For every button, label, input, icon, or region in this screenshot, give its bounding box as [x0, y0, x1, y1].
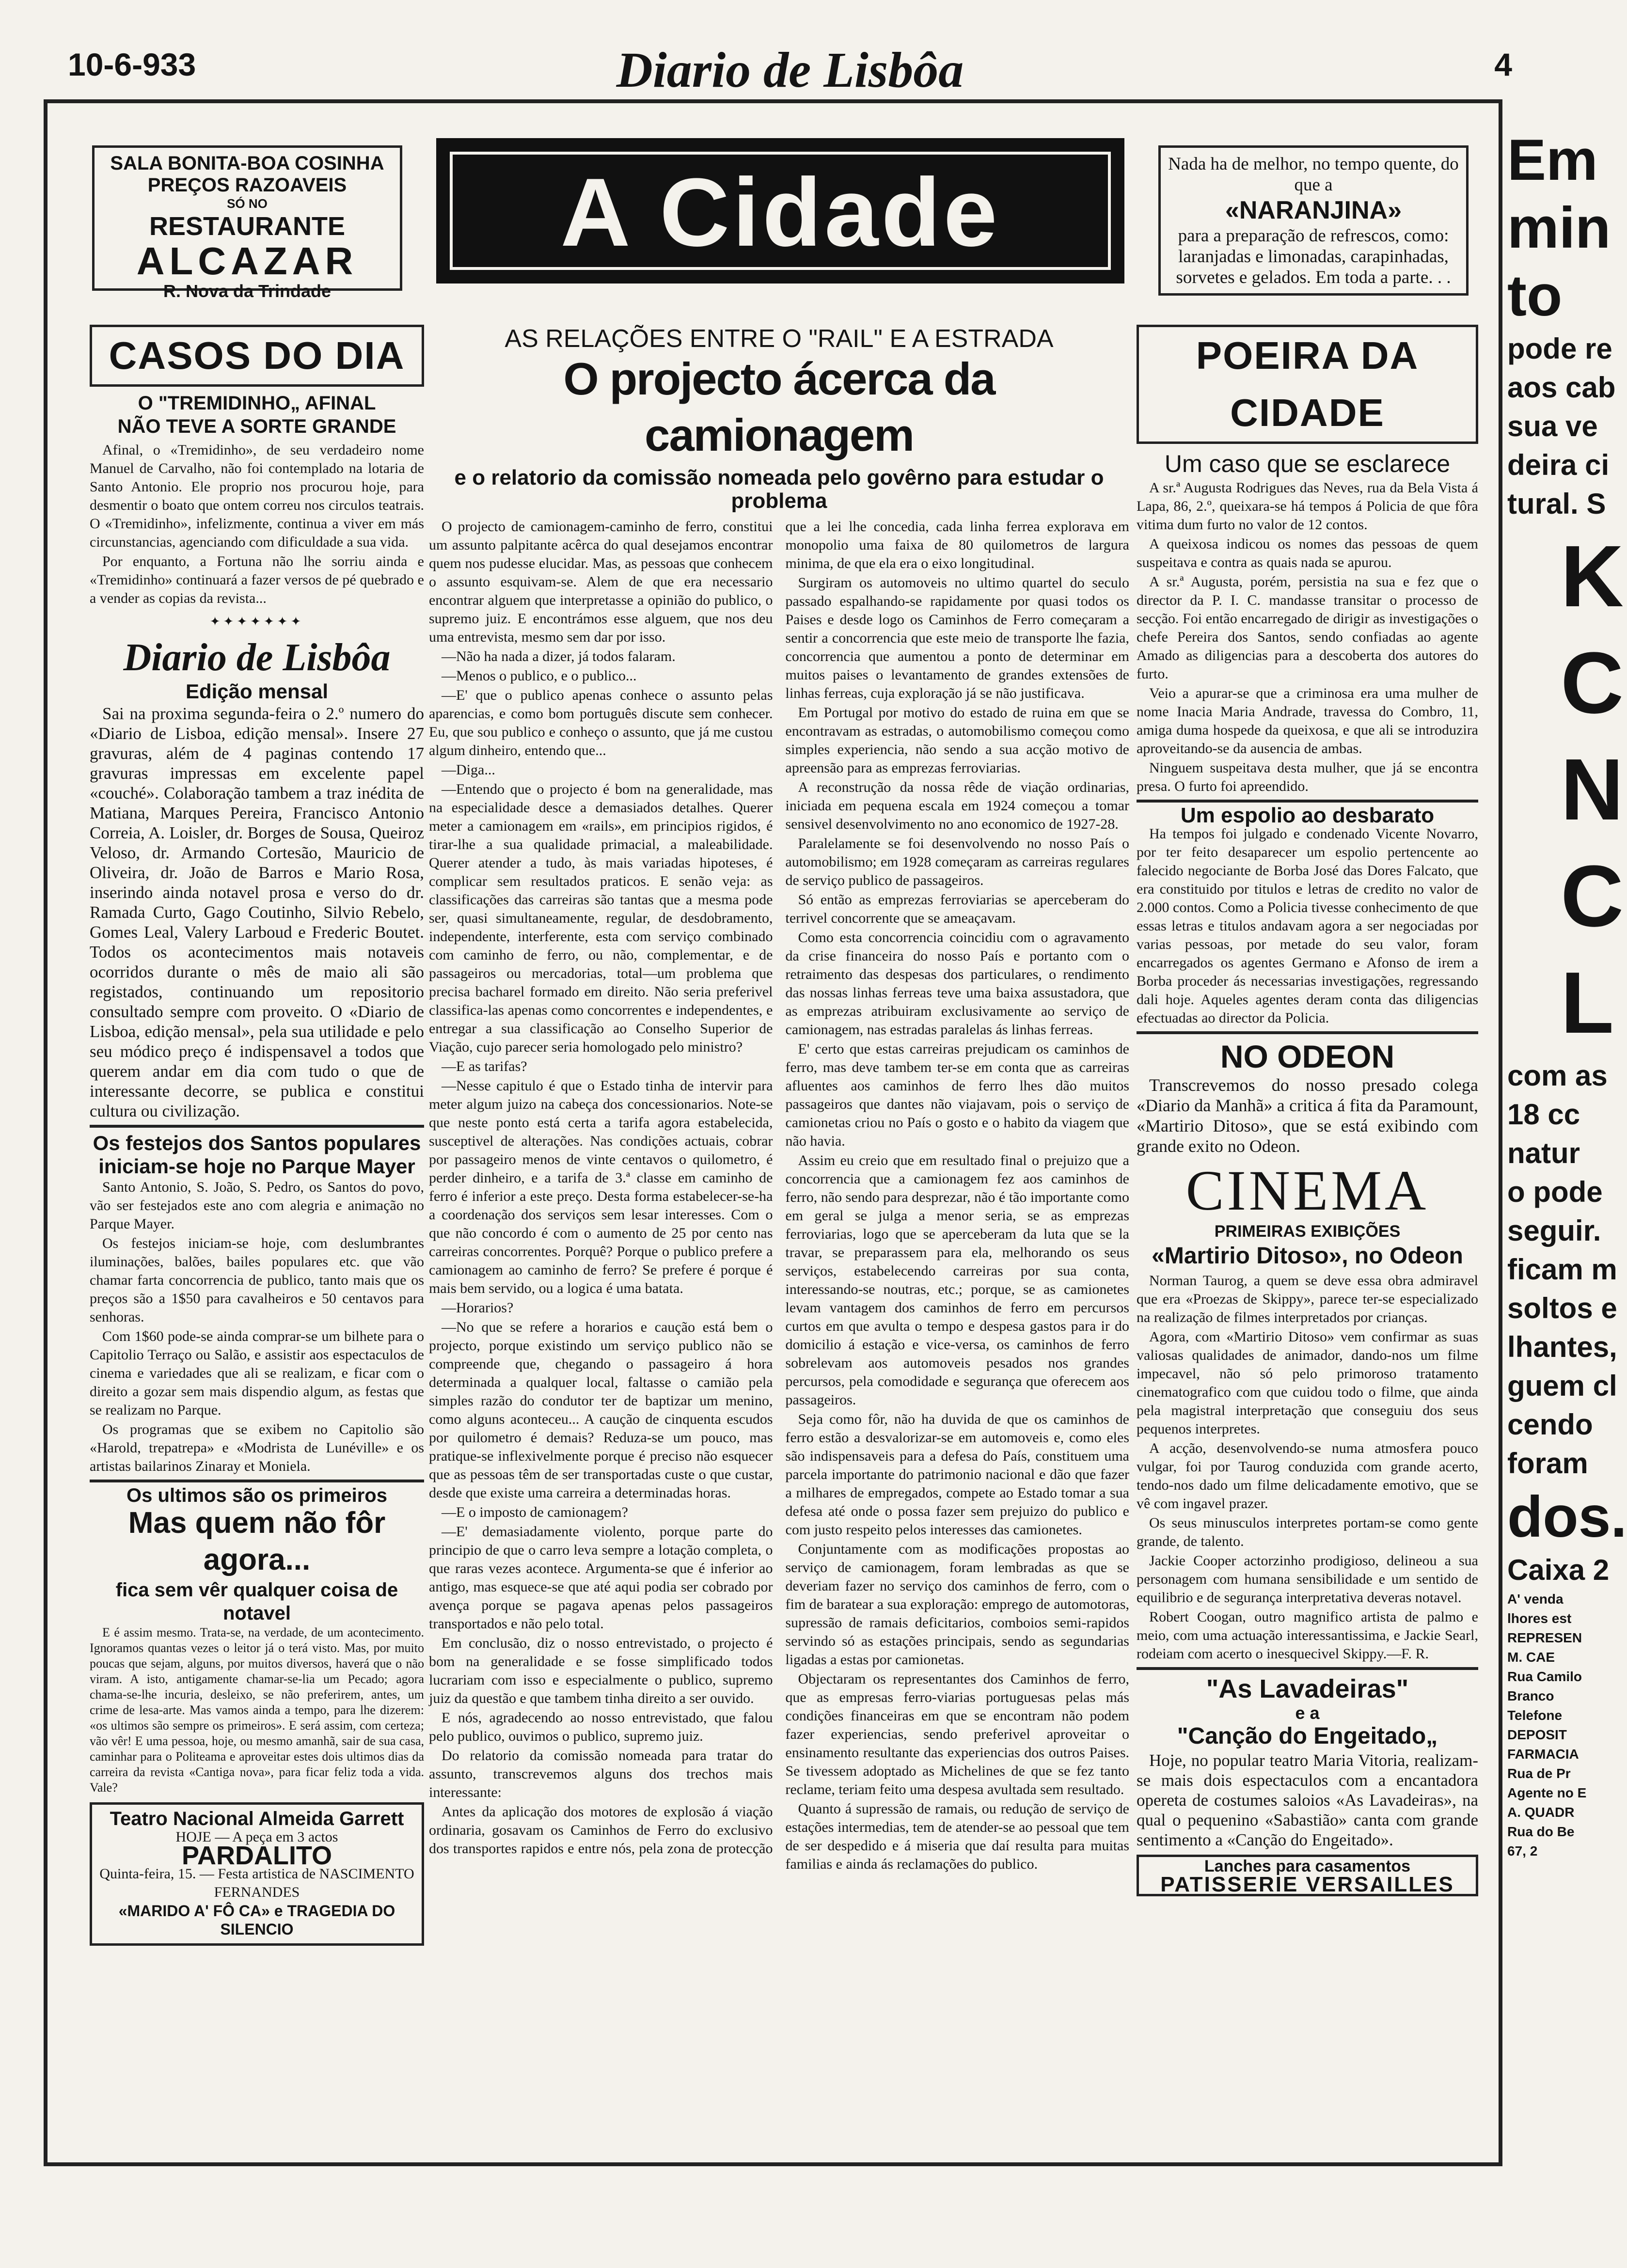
paragraph: A queixosa indicou os nomes das pessoas de quem suspeitava e contra as quais nada se apurou. — [1137, 536, 1478, 570]
article-body — [429, 518, 1129, 1874]
edge-fragment: com as — [1507, 1059, 1608, 1092]
divider — [1137, 1031, 1478, 1034]
paragraph: A sr.ª Augusta Rodrigues das Neves, rua da Bela Vista á Lapa, 86, 2.º, queixara-se há tempos á Policia de que fôra vitima dum furto no valor de 12 contos. — [1137, 480, 1478, 533]
edge-fragment: foram — [1507, 1447, 1588, 1480]
edge-fragment: lhores est — [1507, 1611, 1572, 1626]
headline: Mas quem não fôr agora... — [128, 1506, 386, 1576]
edge-fragment: Em — [1507, 127, 1598, 192]
edge-fragment: ficam m — [1507, 1253, 1617, 1286]
ad-line: Nada ha de melhor, no tempo quente, do que a — [1168, 154, 1459, 195]
paragraph: Com 1$60 pode-se ainda comprar-se um bilhete para o Capitolio Terraço ou Salão, e assistir aos espectaculos de cinema e variedades que ali se realizam, e ficar com o direito a gozar sem mais dispendio algum, as festas que se realizam no Parque. — [90, 1328, 424, 1418]
page-header — [68, 42, 1512, 99]
ad-restaurante-alcazar — [92, 145, 402, 301]
subheadline: PRIMEIRAS EXIBIÇÕES — [1214, 1222, 1401, 1241]
edge-fragment: N — [1561, 741, 1624, 838]
edge-fragment: A. QUADR — [1507, 1805, 1575, 1820]
headline: fica sem vêr qualquer coisa de notavel — [115, 1579, 398, 1624]
edge-fragment: DEPOSIT — [1507, 1727, 1567, 1742]
edge-fragment: to — [1507, 263, 1563, 328]
article-paragraph: Assim eu creio que em resultado final o prejuizo que a concorrencia que a camionagem fez aos caminhos de ferro, não sendo para desprezar, não é tão importante como em geral se julga a menor seria, se as emprezas ferroviarias, logo que se aperceberam da luta que se la travar, se preparassem para ela, melhorando os seus serviços, estabelecendo carreiras por sua conta, interessando-se noutras, etc.; porque, se as camionetes levam vantagem dos caminhos de ferro em percursos curtos em que avulta o tempo e despesa gastos para ir do domicilio á estação e vice-versa, os caminhos de ferro sobrelevam aos automoveis pesados nos grandes percursos, pela comodidade e segurança que oferecem aos passageiros. — [785, 1152, 1129, 1408]
headline: NO ODEON — [1220, 1039, 1395, 1074]
article-paragraph: Surgiram os automoveis no ultimo quartel do seculo passado espalhando-se rapidamente por quasi todos os Paises e desde logo os Caminhos de Ferro começaram a sentir a concorrencia que este meio de transporte lhe fazia, concorrencia que aumentou a ponto de determinar em muitos paises o levantamento de grandes extensões de linhas ferreas, cuja exploração já se não justificava. — [785, 575, 1129, 701]
article-paragraph: Em Portugal por motivo do estado de ruina em que se encontravam as estradas, o automobilismo começou como simples experiencia, não sendo a sua acção motivo de apreensão para as emprezas ferroviarias. — [785, 705, 1129, 776]
edge-fragment: FARMACIA — [1507, 1747, 1579, 1762]
paragraph: Sai na proxima segunda-feira o 2.º numero do «Diario de Lisboa, edição mensal». Insere 27 gravuras, além de 4 paginas contendo 17 gravuras impressas em excelente papel «couché». Colaboração tambem a traz inédita de Matiana, Marques Pereira, Francisco Antonio Correia, A. Loisler, dr. Borges de Sousa, Queiroz Veloso, dr. Armando Cortesão, Mauricio de Oliveira, dr. João de Barros e Mario Rosa, inserindo ainda notavel prosa e verso do dr. Ramada Curto, Gago Coutinho, Silvio Rebelo, Gomes Leal, Valery Larboud e Frederic Boutet. Todos os acontecimentos mais notaveis ocorridos durante o mês de maio ali são registados, continuando um repositorio consultado sempre com proveito. O «Diario de Lisboa, edição mensal», pela sua utilidade e pelo seu módico preço é indispensavel a todos que querem andar em dia com tudo o que de interessante decorre, se publica e constitui cultura ou civilização. — [90, 704, 424, 1120]
article-paragraph: —Horarios? — [442, 1300, 514, 1316]
section-title: POEIRA DA CIDADE — [1137, 325, 1478, 444]
divider — [1137, 800, 1478, 803]
ad-line: PREÇOS RAZOAVEIS — [147, 174, 347, 196]
article-paragraph: Em conclusão, diz o nosso entrevistado, o projecto é bom na generalidade e se fosse simplificado todos lucrariam com isso e especialmente o publico, supremo juiz da questão e que tambem tinha direito a ser ouvido. — [429, 1635, 773, 1706]
article-paragraph: E' certo que estas carreiras prejudicam os caminhos de ferro, mas deve tambem ter-se em conta que as carreiras afluentes aos caminhos de ferro lhes dão muitos passageiros que dantes não viajavam, pois o serviço de camionetas criou no País o gosto e o habito da viagem que não havia. — [785, 1041, 1129, 1149]
edge-fragment: Agente no E — [1507, 1785, 1587, 1800]
divider — [1137, 1667, 1478, 1670]
paragraph: Afinal, o «Tremidinho», de seu verdadeiro nome Manuel de Carvalho, não foi contemplado na lotaria de Santo Antonio. Ele proprio nos procurou hoje, para desmentir o boato que ontem correu nos circulos teatrais. O «Tremidinho», infelizmente, continua a viver em más circunstancias, agenciando com dificuldade a sua vida. — [90, 442, 424, 550]
edge-fragment: cendo — [1507, 1408, 1593, 1441]
main-article — [429, 320, 1129, 1874]
newspaper-title: Diario de Lisbôa — [616, 42, 964, 98]
paragraph: Transcrevemos do nosso presado colega «Diario da Manhã» a critica á fita da Paramount, «Martirio Ditoso», que se está exibindo com grande exito no Odeon. — [1137, 1075, 1478, 1156]
article-paragraph: E nós, agradecendo ao nosso entrevistado, que falou pelo publico, ouvimos o publico, supremo juiz. — [429, 1710, 773, 1744]
edge-fragment: o pode — [1507, 1176, 1603, 1208]
edge-fragment: natur — [1507, 1137, 1580, 1169]
paragraph: Os programas que se exibem no Capitolio são «Harold, trepatrepa» e «Modrista de Lunéville» e os artistas bailarinos Zinaray et Moniela. — [90, 1421, 424, 1474]
edge-fragment: seguir. — [1507, 1214, 1601, 1247]
article-paragraph: —No que se refere a horarios e caução está bem o projecto, porque existindo um serviço publico não se compreende que, chegando o passageiro á hora determinada a qualquer local, faltasse o camião pela simples razão do condutor ter de baptizar um menino, como alguns aconteceu... A caução de cinquenta escudos por quilometro é demais? Reduza-se um pouco, mas pratique-se inflexivelmente porque é preciso não esquecer que as pessoas têm de ser transportadas custe o que custar, desde que existe uma carreira a determinadas horas. — [429, 1319, 773, 1501]
article-paragraph: —E' demasiadamente violento, porque parte do principio de que o carro leva sempre a lotação completa, o que raras vezes acontece. Argumenta-se que é inferior ao antigo, mas esquece-se que até aqui podia ser cobrado por avença porque se pagava apenas pelos passageiros transportados e não pelo total. — [429, 1524, 773, 1632]
article-paragraph: —Menos o publico, e o publico... — [442, 668, 637, 684]
paragraph: Os seus minusculos interpretes portam-se como gente grande, de talento. — [1137, 1515, 1478, 1549]
ad-line: PARDALITO — [182, 1841, 332, 1870]
section-title: CASOS DO DIA — [90, 325, 424, 387]
edge-fragment: soltos e — [1507, 1292, 1617, 1324]
article-paragraph: Só então as emprezas ferroviarias se aperceberam do terrivel concorrente que se ameaçavam. — [785, 892, 1129, 926]
article-paragraph: —E o imposto de camionagem? — [442, 1504, 628, 1520]
headline: "As Lavadeiras" — [1206, 1674, 1409, 1703]
ad-naranjina — [1158, 145, 1469, 296]
issue-date: 10-6-933 — [68, 47, 196, 82]
paragraph: Hoje, no popular teatro Maria Vitoria, realizam-se mais dois espectaculos com a encantadora opereta de costumes saloios «As Lavadeiras», na qual o pequenino «Sabastião» canta com grande sentimento a «Canção do Engeitado». — [1137, 1751, 1478, 1849]
article-paragraph: Objectaram os representantes dos Caminhos de ferro, que as empresas ferro-viarias portuguesas pelas más condições financeiras em que se encontram não podem fazer experiencias, sendo preferivel aproveitar o ensinamento resultante das experiencias dos outros Paises. Se tivessem adoptado as Michelines de que se fez tanto reclame, teriam feito uma despesa avultada sem resultado. — [785, 1671, 1129, 1797]
edge-fragment: Rua de Pr — [1507, 1766, 1571, 1781]
ad-brand: «NARANJINA» — [1225, 196, 1402, 224]
article-paragraph: Seja como fôr, não ha duvida de que os caminhos de ferro estão a desvalorizar-se em automoveis e, como eles são indispensaveis para a defesa do País, constituem uma parcela importante do patrimonio nacional e dão que fazer a milhares de empregados, compete ao Estado tomar a sua defesa até onde o possa fazer sem prejuizo do publico e com justo respeito pelos interesses das camionetes. — [785, 1411, 1129, 1538]
edge-fragment: K — [1561, 528, 1624, 625]
edge-fragment: tural. S — [1507, 488, 1606, 520]
article-paragraph: Do relatorio da comissão nomeada para tratar do assunto, transcrevemos alguns dos trechos mais interessante: — [429, 1748, 773, 1800]
edge-fragment: Rua Camilo — [1507, 1669, 1582, 1684]
headline: Um espolio ao desbarato — [1180, 803, 1435, 827]
headline: O "TREMIDINHO„ AFINAL — [138, 393, 376, 414]
paragraph: Santo Antonio, S. João, S. Pedro, os Santos do povo, vão ser festejados este ano com alegria e animação no Parque Mayer. — [90, 1179, 424, 1232]
headline: Um caso que se esclarece — [1164, 450, 1451, 477]
main-headline: O projecto ácerca da camionagem — [563, 353, 995, 460]
edge-fragment: sua ve — [1507, 410, 1598, 442]
paragraph: Agora, com «Martirio Ditoso» vem confirmar as suas valiosas qualidades de animador, dando-nos um filme impecavel, não só pelo primoroso tratamento cinematografico com que cuidou todo o filme, que ainda pela magistral interpretação que conseguiu dos seus pequenos interpretes. — [1137, 1329, 1478, 1437]
edge-fragment: 18 cc — [1507, 1098, 1580, 1131]
edge-fragment: Branco — [1507, 1688, 1554, 1703]
edge-fragment: C — [1561, 848, 1624, 945]
ad-line: «MARIDO A' FÔ CA» e TRAGEDIA DO SILENCIO — [118, 1902, 395, 1938]
headline: Diario de Lisbôa — [123, 636, 391, 679]
article-paragraph: A reconstrução da nossa rêde de viação ordinarias, iniciada em pequena escala em 1924 começou a tomar sensivel desenvolvimento no ano economico de 1927-28. — [785, 779, 1129, 832]
edge-fragment: Telefone — [1507, 1708, 1563, 1723]
paragraph: Ninguem suspeitava desta mulher, que já se encontra presa. O furto foi apreendido. — [1137, 760, 1478, 794]
headline: Os ultimos são os primeiros — [126, 1485, 387, 1506]
headline: "Canção do Engeitado„ — [1177, 1723, 1438, 1749]
theatre-ad — [90, 1802, 424, 1946]
paragraph: A sr.ª Augusta, porém, persistia na sua e fez que o director da P. I. C. mandasse transitar o processo de secção. Foi então encarregado de dirigir as investigações o chefe Pereira dos Santos, sendo confiadas ao agente Amado as diligencias para a descoberta dos autores do furto. — [1137, 574, 1478, 682]
ad-line: SALA BONITA-BOA COSINHA — [110, 153, 384, 174]
ad-line: Teatro Nacional Almeida Garrett — [110, 1808, 404, 1829]
edge-fragment: dos. — [1507, 1484, 1627, 1549]
headline: «Martirio Ditoso», no Odeon — [1152, 1243, 1463, 1269]
edge-fragment: A' venda — [1507, 1591, 1564, 1606]
edge-fragment: M. CAE — [1507, 1650, 1555, 1665]
patisserie-ad — [1137, 1855, 1478, 1896]
paragraph: Jackie Cooper actorzinho prodigioso, delineou a sua personagem com humana sensibilidade e um sentido de equilibrio e de segurança interpretativa deveras notavel. — [1137, 1553, 1478, 1606]
paragraph: Ha tempos foi julgado e condenado Vicente Novarro, por ter feito desaparecer um espolio pertencente ao falecido negociante de Borba José das Dores Falcato, que era constituido por titulos e letras de credito no valor de 2.000 contos. Como a Policia tivesse conhecimento de que essas letras e titulos andavam agora a ser negociadas por varias pessoas, por metade do seu valor, foram encarregados os agentes Germano e Afonso de irem a Borba proceder ás necessarias investigações, regressando dali hoje. Aqueles agentes deram conta das diligencias efectuadas ao director da Policia. — [1137, 826, 1478, 1026]
ad-line: Lanches para casamentos — [1204, 1857, 1411, 1875]
article-paragraph: Paralelamente se foi desenvolvendo no nosso País o automobilismo; em 1928 começaram as carreiras regulares de serviço publico de passageiros. — [785, 835, 1129, 888]
article-paragraph: —E' que o publico apenas conhece o assunto pelas aparencias, e como bom português discute sem conhecer. Eu, que sou publico e conheço o assunto, que já me custou algum dinheiro, entendo que... — [429, 687, 773, 758]
edge-fragment: guem cl — [1507, 1370, 1617, 1402]
page-number: 4 — [1494, 47, 1512, 82]
edge-fragment: Caixa 2 — [1507, 1554, 1610, 1586]
adjacent-page-edge — [1507, 126, 1627, 1968]
article-paragraph: —Entendo que o projecto é bom na generalidade, mas na especialidade desce a demasiados detalhes. Querer meter a camionagem em «rails», em principios rigidos, é tirar-lhe a sua qualidade primacial, a maleabilidade. Querer atender a tudo, às mais variadas hipoteses, é complicar sem resultados praticos. E senão veja: as classificações das carreiras são tantas que a mesma pode ser, quasi simultaneamente, regular, de desdobramento, independente, interferente, esta com serviço combinado com caminho de ferro, ou não, complementar, e de passageiros ou mercadorias, total—um problema que precisa bacharel formado em direito. Não seria preferivel classifica-las apenas como concorrentes e independentes, e entregar a sua classificação ao Conselho Superior de Viação, cujo parecer seria homologado pelo ministro? — [429, 781, 773, 1055]
ad-line: PATISSERIE VERSAILLES — [1160, 1873, 1454, 1896]
article-paragraph: O projecto de camionagem-caminho de ferro, constitui um assunto palpitante acêrca do qual desejamos encontrar quem nos pudesse elucidar. Mas, as pessoas que conhecem o assunto esquivam-se. Alem de que era necessario encontrar alguem que interpretasse a opinião do publico, o supremo juiz. E encontrámos esse alguem, que nos deu uma entrevista, mesmo sem dar por isso. — [429, 519, 773, 645]
separator: ✦✦✦✦✦✦✦ — [209, 614, 304, 629]
paragraph: Os festejos iniciam-se hoje, com deslumbrantes iluminações, balões, bailes populares etc. que vão chamar farta concorrencia de publico, tanto mais que os preços são a 1$50 para cavalheiros e 50 centavos para senhoras. — [90, 1235, 424, 1325]
column-casos-do-dia — [90, 320, 424, 1946]
ad-brand: ALCAZAR — [136, 239, 358, 283]
article-paragraph: —E as tarifas? — [442, 1058, 527, 1074]
column-poeira-da-cidade — [1137, 320, 1478, 1896]
edge-fragment: L — [1561, 954, 1614, 1052]
ad-line: HOJE — A peça em 3 actos — [175, 1829, 338, 1845]
subheadline: e o relatorio da comissão nomeada pelo govêrno para estudar o problema — [454, 466, 1104, 513]
edge-fragment: deira ci — [1507, 449, 1610, 481]
paragraph: A acção, desenvolvendo-se numa atmosfera pouco vulgar, foi por Taurog conduzida com grande acerto, tendo-nos dado um filme delicadamente emotivo, que se vê com ingavel prazer. — [1137, 1440, 1478, 1512]
paragraph: Robert Coogan, outro magnifico artista de palmo e meio, com uma actuação interessantissima, e Jackie Searl, rodeiam com acerto o inesquecivel Skippy.—F. R. — [1137, 1609, 1478, 1662]
ad-line: SÓ NO — [227, 196, 268, 211]
ad-line: Quinta-feira, 15. — Festa artistica de NASCIMENTO FERNANDES — [99, 1866, 414, 1900]
edge-fragment: pode re — [1507, 332, 1612, 365]
edge-fragment: 67, 2 — [1507, 1843, 1538, 1858]
article-paragraph: Quanto á supressão de ramais, ou redução de serviço de estações intermedias, tem de atender-se ao pessoal que tem de ser despedido e á miseria que daí resulta para muitas familias e ainda ás reclamações do publico. — [785, 1801, 1129, 1872]
edge-fragment: lhantes, — [1507, 1331, 1617, 1363]
ad-line: para a preparação de refrescos, como: laranjadas e limonadas, carapinhadas, sorvetes e gelados. Em toda a parte. . . — [1176, 226, 1451, 287]
article-paragraph: —Não ha nada a dizer, já todos falaram. — [442, 648, 676, 664]
paragraph: Norman Taurog, a quem se deve essa obra admiravel que era «Proezas de Skippy», parece ter-se especializado na realização de filmes interpretados por crianças. — [1137, 1273, 1478, 1325]
article-paragraph: —Nesse capitulo é que o Estado tinha de intervir para meter algum juizo na cabeça dos concessionarios. Note-se que neste ponto está certa a tarifa agora estabelecida, susceptivel de alterações. Nas condições actuais, cobrar por passageiro menos de vinte centavos o quilometro, é perder dinheiro, e a tarifa de 3.ª classe em caminho de ferro é inferior a este preço. Desta forma estabelecer-se-ha a coordenação dos serviços sem lesar interesses. Com o que não concordo é com o aumento de 25 por cento nas carreiras concorrentes. Porquê? Porque o publico prefere a camionagem ao caminho de ferro? Se prefere é porque é mais bem servido, ou a logica é uma batata. — [429, 1078, 773, 1296]
headline: Os festejos dos Santos populares iniciam-se hoje no Parque Mayer — [93, 1132, 421, 1178]
ad-line: RESTAURANTE — [149, 212, 345, 241]
section-masthead — [436, 138, 1124, 284]
headline: e a — [1295, 1703, 1320, 1723]
ad-address: R. Nova da Trindade — [163, 281, 332, 301]
article-paragraph: Conjuntamente com as modificações propostas ao serviço de camionagem, foram lembradas as que se deveriam fazer no serviço dos caminhos de ferro, com o fim de baratear a sua exploração: emprego de automotoras, supressão de ramais deficitarios, comboios semi-rapidos servindo só as estações principais, sendo as segundarias ligadas a estas por camionetas. — [785, 1541, 1129, 1668]
edge-fragment: min — [1507, 195, 1611, 260]
divider — [90, 1480, 424, 1482]
edge-fragment: aos cab — [1507, 371, 1616, 404]
edge-fragment: C — [1561, 634, 1624, 732]
article-paragraph: Antes da aplicação dos motores de explosão á viação ordinaria, gosavam os Caminhos de Ferro do exclusivo dos transportes rapidos e entre nós, pela zona de protecção que a lei lhe concedia, cada linha ferrea explorava em monopolio uma faixa de 80 quilometros de largura minima, de que ela era o eixo longitudinal. — [429, 519, 1129, 1857]
cinema-heading: CINEMA — [1185, 1159, 1429, 1222]
article-paragraph: —Diga... — [442, 762, 495, 778]
edge-fragment: Rua do Be — [1507, 1824, 1575, 1839]
article-paragraph: Como esta concorrencia coincidiu com o agravamento da crise financeira do nosso País e portanto com o retraimento das despesas dos particulares, o rendimento das nossas linhas ferreas teve uma baixa assustadora, que as emprezas atribuiram exclusivamente ao serviço de camionagem, nas estradas paralelas ás linhas ferreas. — [785, 929, 1129, 1038]
kicker: AS RELAÇÕES ENTRE O "RAIL" E A ESTRADA — [505, 325, 1054, 353]
subheadline: Edição mensal — [185, 680, 329, 703]
divider — [90, 1125, 424, 1128]
headline: NÃO TEVE A SORTE GRANDE — [117, 416, 396, 437]
masthead-title: A Cidade — [450, 152, 1111, 270]
edge-fragment: REPRESEN — [1507, 1630, 1582, 1645]
paragraph: E é assim mesmo. Trata-se, na verdade, de um acontecimento. Ignoramos quantas vezes o leitor já o terá visto. Mas, por muito poucas que sejam, alguns, por muitos diversos, haverá que o não viram. A isto, antigamente chamar-se-lia um Pecado; agora chama-se-lhe incuria, desleixo, se não preferirem, antes, um crime de lesa-arte. Mas vamos ainda a tempo, para lhe dizerem: «os ultimos são sempre os primeiros». E será assim, com certeza; vão vêr! E uma pessoa, hoje, ou mesmo amanhã, sair de sua casa, caminhar para o Politeama e aproveitar estes dois ultimos dias da carreira da revista «Cantiga nova», para ficar feliz toda a vida. Vale? — [90, 1625, 424, 1795]
paragraph: Veio a apurar-se que a criminosa era uma mulher de nome Inacia Maria Andrade, travessa do Combro, 11, amiga duma hospede da queixosa, e que ali se introduzira aproveitando-se da ausencia de ambas. — [1137, 685, 1478, 756]
paragraph: Por enquanto, a Fortuna não lhe sorriu ainda e «Tremidinho» continuará a fazer versos de pé quebrado e a vender as copias da revista... — [90, 553, 424, 606]
